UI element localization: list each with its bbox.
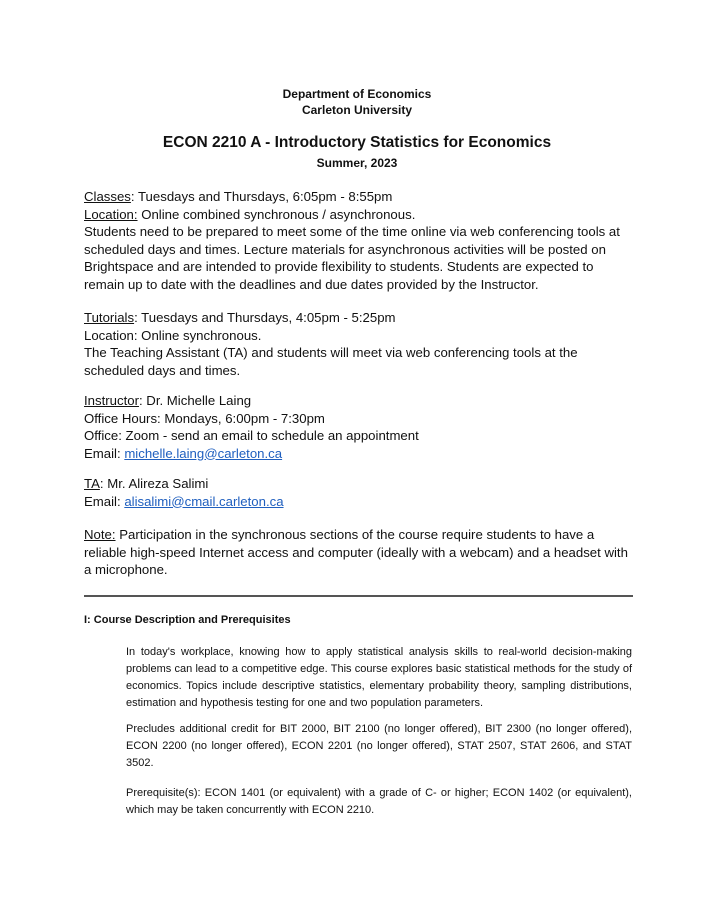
classes-location-line: [84, 206, 636, 224]
classes-label: Classes: [84, 189, 131, 204]
classes-details: Students need to be prepared to meet some of the time online via web conferencing tools at scheduled days and times. Lecture materials for asynchronous activities will be posted on Brightspace and are intended to provide flexibility to students. Students are expected to remain up to date with the deadlines and due dates provided by the Instructor.: [84, 224, 620, 292]
ta-name: : Mr. Alireza Salimi: [99, 476, 209, 491]
ta-email-line: [84, 493, 636, 511]
classes-location: Online combined synchronous / asynchronous.: [137, 206, 416, 222]
tutorials-line: [84, 309, 636, 327]
tutorials-label: Tutorials: [84, 310, 135, 325]
ta-label: TA: [84, 476, 100, 491]
course-term: Summer, 2023: [316, 156, 398, 170]
instructor-office: Office: Zoom - send an email to schedule an appointment: [84, 428, 419, 443]
instructor-office-hours: Office Hours: Mondays, 6:00pm - 7:30pm: [84, 410, 325, 426]
course-title: ECON 2210 A - Introductory Statistics for Economics: [162, 134, 552, 151]
instructor-email-label: Email:: [84, 445, 125, 461]
department-header: [0, 86, 714, 118]
prerequisites-paragraph: [126, 785, 632, 819]
precludes-paragraph: [126, 721, 632, 772]
note-section: [84, 526, 636, 579]
section-divider: [84, 595, 633, 597]
tutorials-section: [84, 309, 636, 379]
classes-schedule: : Tuesdays and Thursdays, 6:05pm - 8:55pm: [130, 189, 393, 204]
section-heading-course-description: I: Course Description and Prerequisites: [84, 614, 291, 626]
course-description-paragraph: [126, 644, 632, 712]
tutorials-details: The Teaching Assistant (TA) and students will meet via web conferencing tools at the scheduled days and times.: [84, 345, 578, 378]
precludes-text: Precludes additional credit for BIT 2000, BIT 2100 (no longer offered), BIT 2300 (no longer offered), ECON 2200 (no longer offered), ECON 2201 (no longer offered), STAT 2507, STAT 2606, and STAT 3502.: [126, 723, 632, 769]
department-name: Department of Economics: [282, 87, 432, 101]
university-name: Carleton University: [301, 103, 413, 117]
classes-section: [84, 188, 636, 293]
classes-line: [84, 188, 636, 206]
ta-email-label: Email:: [84, 493, 125, 509]
ta-line: [84, 475, 636, 493]
tutorials-schedule: : Tuesdays and Thursdays, 4:05pm - 5:25pm: [134, 310, 396, 325]
classes-location-label: Location:: [84, 206, 138, 222]
instructor-label: Instructor: [84, 393, 139, 408]
note-text: Participation in the synchronous sections of the course require students to have a reliable high-speed Internet access and computer (ideally with a webcam) and a headset with a microphone.: [84, 527, 628, 577]
instructor-line: [84, 392, 636, 410]
ta-section: [84, 475, 636, 510]
course-description-text: In today's workplace, knowing how to apply statistical analysis skills to real-world decision-making problems can lead to a competitive edge. This course explores basic statistical methods for the study of economics. Topics include descriptive statistics, elementary probability theory, sampling distributions, estimation and hypothesis testing for one and two population parameters.: [126, 646, 632, 709]
ta-email-link[interactable]: alisalimi@cmail.carleton.ca: [124, 493, 284, 509]
instructor-email-line: [84, 445, 636, 463]
instructor-section: [84, 392, 636, 462]
instructor-email-link[interactable]: michelle.laing@carleton.ca: [124, 445, 283, 461]
note-label: Note:: [84, 527, 116, 542]
tutorials-location: Location: Online synchronous.: [84, 327, 262, 343]
prerequisites-text: Prerequisite(s): ECON 1401 (or equivalent) with a grade of C- or higher; ECON 1402 (or equivalent), which may be taken concurrently with ECON 2210.: [126, 787, 632, 816]
instructor-name: : Dr. Michelle Laing: [138, 393, 252, 408]
